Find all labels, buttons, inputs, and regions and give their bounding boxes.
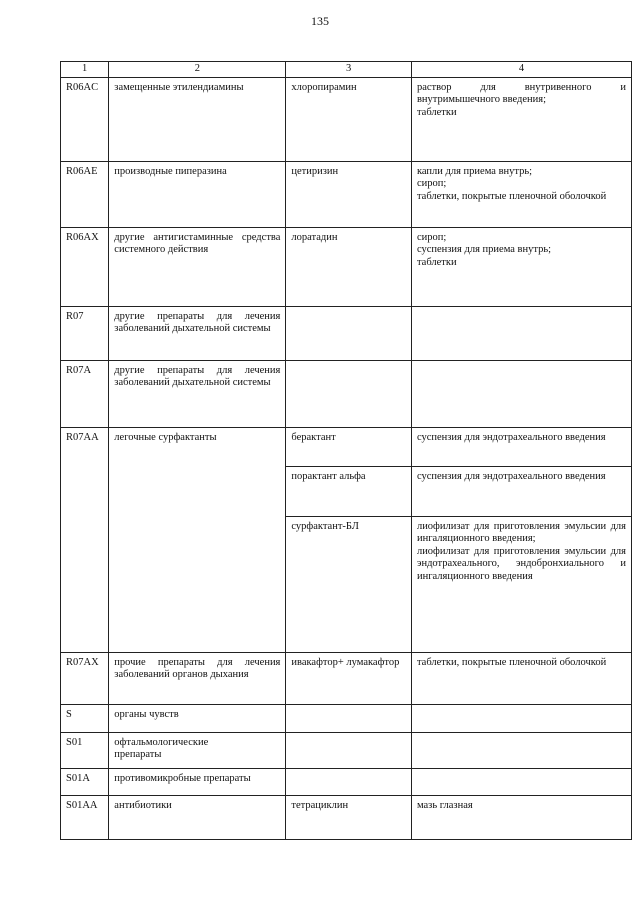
drug-cell: тетрациклин xyxy=(286,795,412,839)
atc-code-cell: R07AX xyxy=(61,652,109,704)
form-line: сироп; xyxy=(416,231,447,243)
table-header-row xyxy=(61,62,632,78)
group-cell: другие препараты для лечения заболеваний дыхательной системы xyxy=(109,360,286,427)
atc-code-cell: S01AA xyxy=(61,795,109,839)
group-cell: антибиотики xyxy=(109,795,286,839)
atc-code-cell: S01 xyxy=(61,732,109,768)
form-cell xyxy=(411,306,631,360)
table-row xyxy=(61,795,632,839)
atc-code-cell: R06AC xyxy=(61,77,109,161)
table-row xyxy=(61,652,632,704)
form-cell xyxy=(411,768,631,795)
column-header: 3 xyxy=(286,62,412,78)
form-cell: таблетки, покрытые пленочной оболочкой xyxy=(411,652,631,704)
form-cell xyxy=(411,516,631,652)
form-cell xyxy=(411,77,631,161)
drug-table xyxy=(60,61,632,840)
group-cell xyxy=(109,732,286,768)
column-header: 1 xyxy=(61,62,109,78)
form-cell xyxy=(411,227,631,306)
atc-code-cell: R06AE xyxy=(61,161,109,227)
atc-code-cell: R06AX xyxy=(61,227,109,306)
drug-cell: порактант альфа xyxy=(286,466,412,516)
group-cell: другие антигистаминные средства системного действия xyxy=(109,227,286,306)
drug-cell xyxy=(286,768,412,795)
group-cell: противомикробные препараты xyxy=(109,768,286,795)
drug-cell: берактант xyxy=(286,427,412,466)
form-cell: суспензия для эндотрахеального введения xyxy=(411,466,631,516)
drug-cell xyxy=(286,704,412,732)
form-line: раствор для внутривенного и внутримышечного введения; xyxy=(416,81,626,105)
drug-cell xyxy=(286,732,412,768)
form-line: лиофилизат для приготовления эмульсии для эндотрахеального, эндобронхиального и ингаляционного введения xyxy=(416,545,626,582)
atc-code-cell: S xyxy=(61,704,109,732)
table-row xyxy=(61,427,632,466)
group-cell: другие препараты для лечения заболеваний дыхательной системы xyxy=(109,306,286,360)
atc-code-cell: S01A xyxy=(61,768,109,795)
table-row xyxy=(61,306,632,360)
drug-cell: лоратадин xyxy=(286,227,412,306)
table-row xyxy=(61,77,632,161)
column-header: 2 xyxy=(109,62,286,78)
atc-code-cell: R07A xyxy=(61,360,109,427)
form-line: таблетки xyxy=(416,106,457,118)
atc-code-cell: R07AA xyxy=(61,427,109,652)
group-cell: прочие препараты для лечения заболеваний органов дыхания xyxy=(109,652,286,704)
drug-cell: сурфактант-БЛ xyxy=(286,516,412,652)
drug-cell: цетиризин xyxy=(286,161,412,227)
column-header: 4 xyxy=(411,62,631,78)
form-cell: суспензия для эндотрахеального введения xyxy=(411,427,631,466)
atc-code-cell: R07 xyxy=(61,306,109,360)
form-cell xyxy=(411,732,631,768)
form-cell xyxy=(411,360,631,427)
table-row xyxy=(61,768,632,795)
group-cell: замещенные этилендиамины xyxy=(109,77,286,161)
group-cell: легочные сурфактанты xyxy=(109,427,286,652)
form-line: таблетки, покрытые пленочной оболочкой xyxy=(416,190,607,202)
form-line: сироп; xyxy=(416,178,447,189)
drug-cell: ивакафтор+ лумакафтор xyxy=(286,652,412,704)
table-row xyxy=(61,704,632,732)
drug-cell xyxy=(286,360,412,427)
form-cell xyxy=(411,704,631,732)
form-line: капли для приема внутрь; xyxy=(416,165,533,177)
table-row xyxy=(61,161,632,227)
form-line: лиофилизат для приготовления эмульсии для ингаляционного введения; xyxy=(416,520,626,544)
form-line: таблетки xyxy=(416,256,457,268)
page-number: 135 xyxy=(311,14,329,28)
drug-cell xyxy=(286,306,412,360)
table-row xyxy=(61,360,632,427)
group-cell: производные пиперазина xyxy=(109,161,286,227)
group-cell: органы чувств xyxy=(109,704,286,732)
group-label: офтальмологические препараты xyxy=(114,736,209,760)
table-row xyxy=(61,732,632,768)
form-cell xyxy=(411,161,631,227)
form-cell: мазь глазная xyxy=(411,795,631,839)
form-line: суспензия для приема внутрь; xyxy=(416,244,552,255)
table-row xyxy=(61,227,632,306)
drug-cell: хлоропирамин xyxy=(286,77,412,161)
